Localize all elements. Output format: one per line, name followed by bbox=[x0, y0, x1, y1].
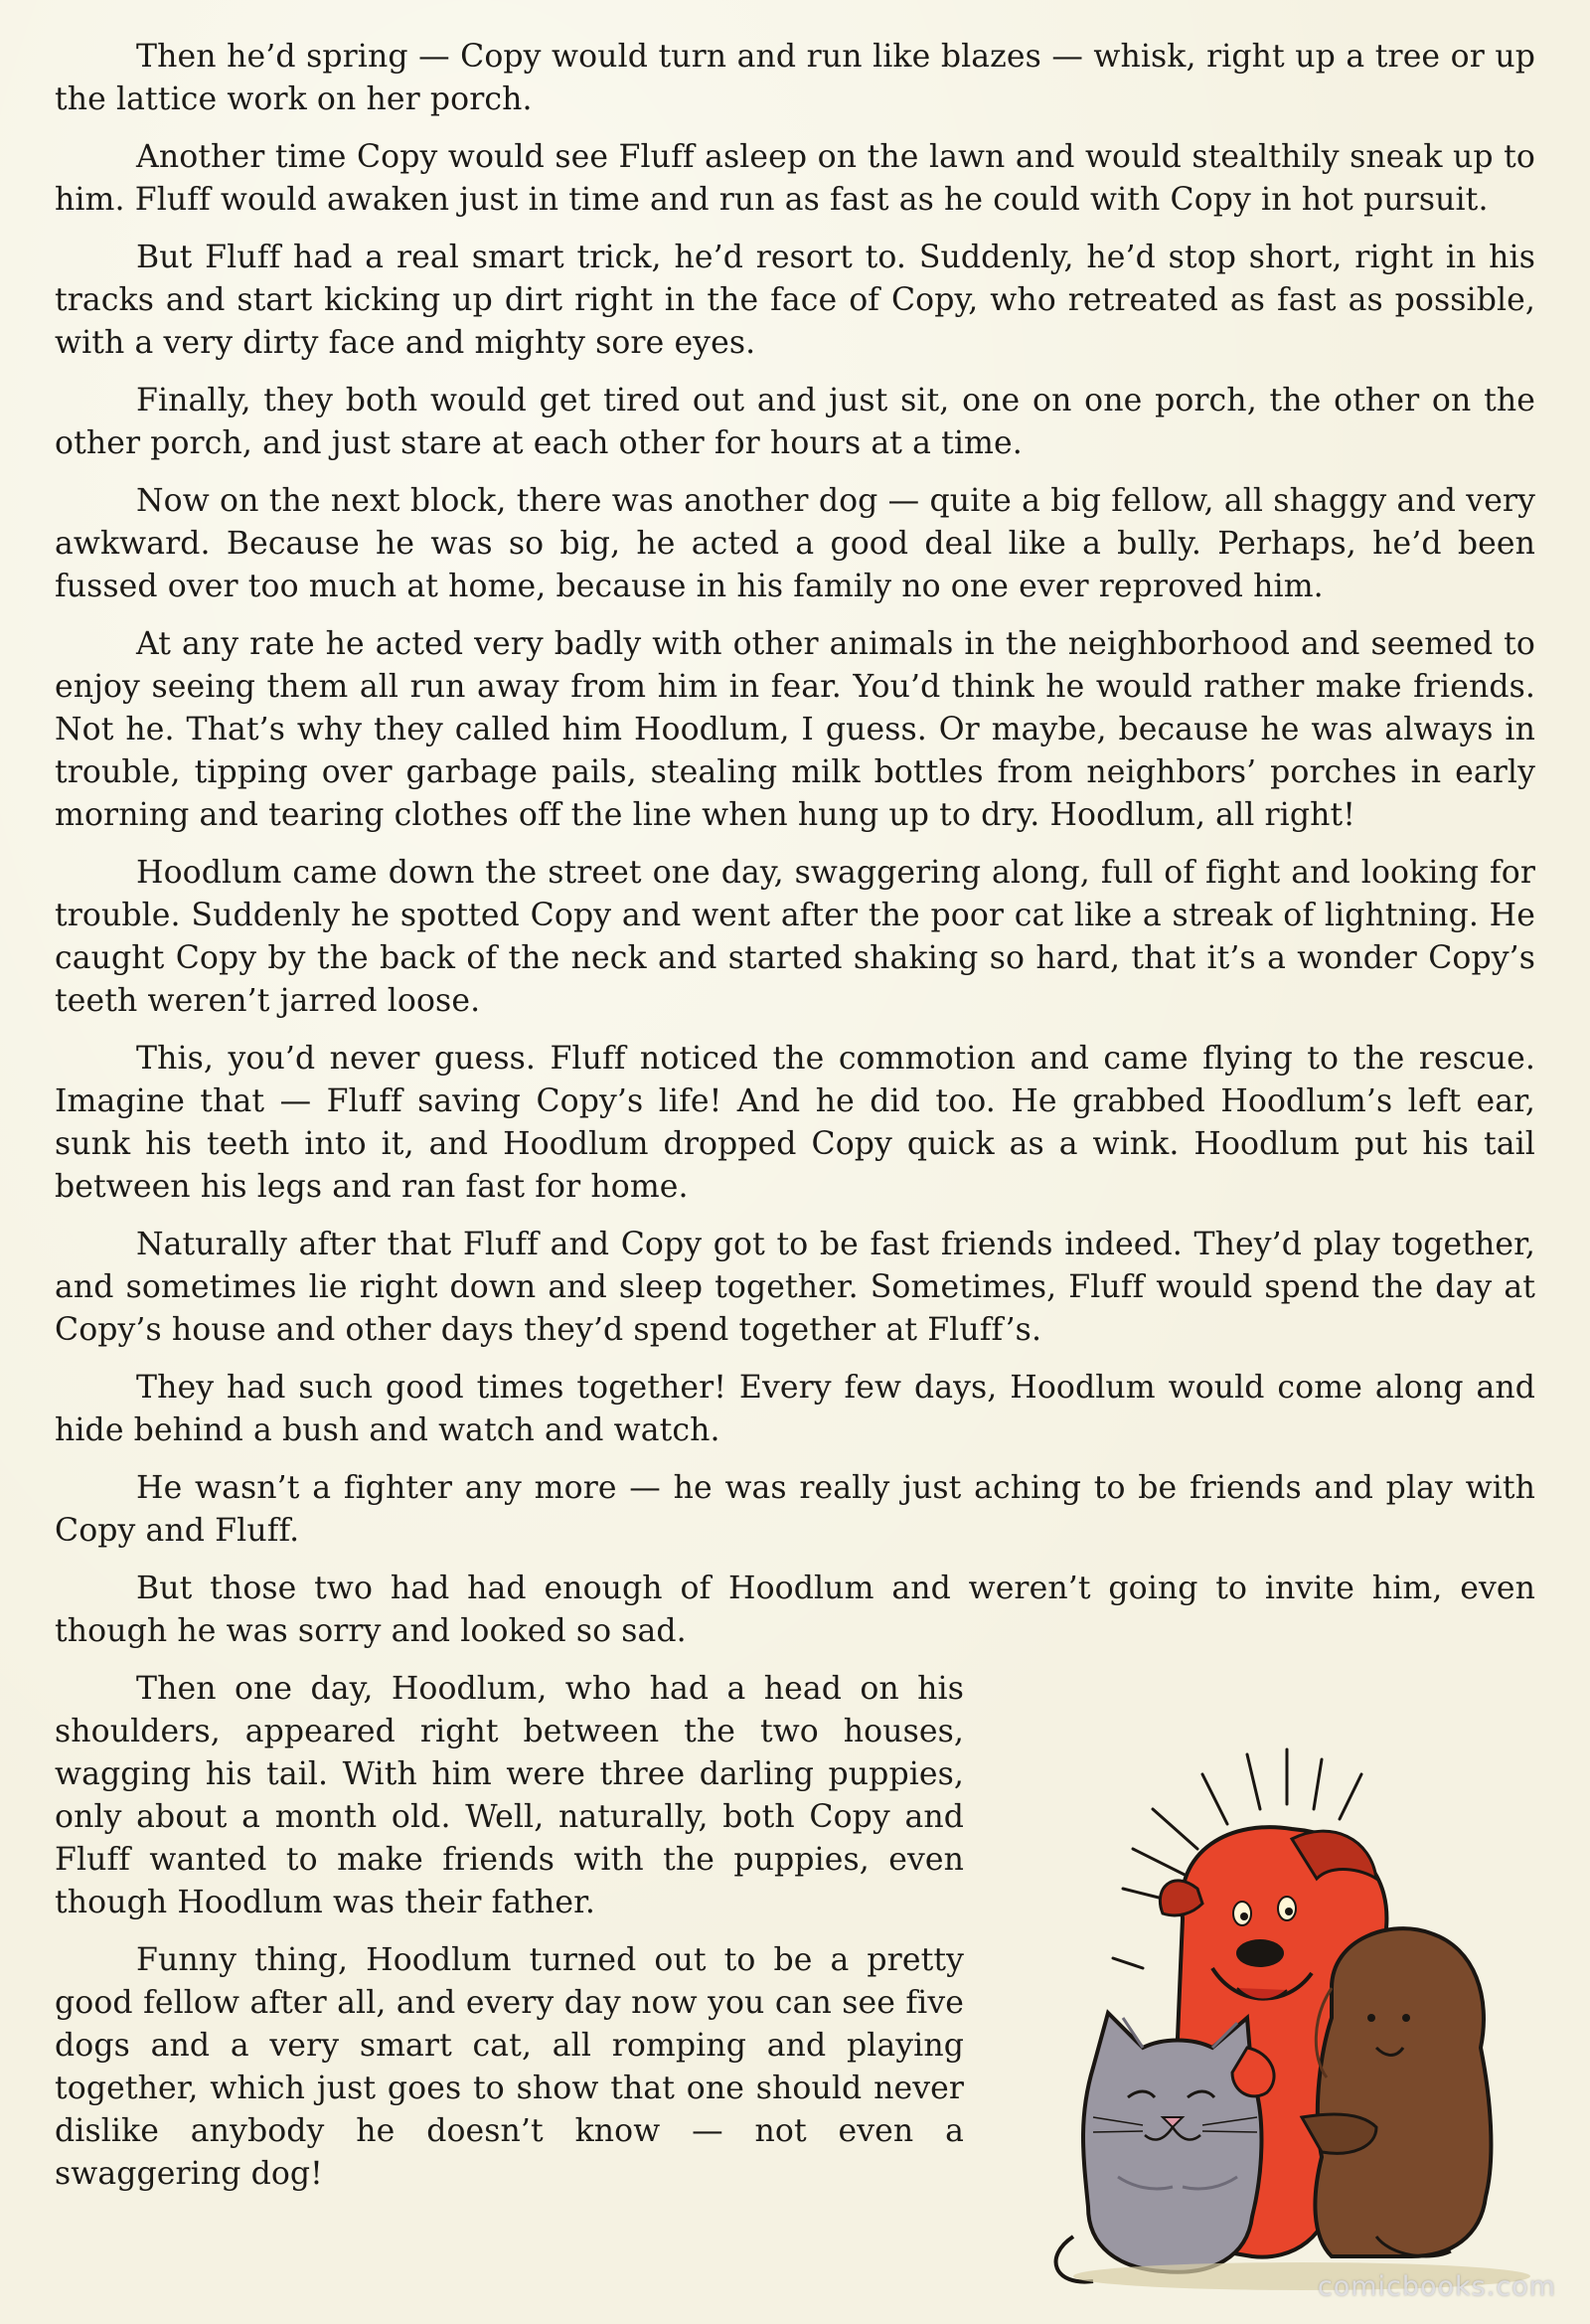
story-paragraph-7: Hoodlum came down the street one day, swaggering along, full of fight and looking for trouble. Suddenly he spotted Copy and went after the poor cat like a streak of lightning. He caught Copy by the back of the neck and started shaking so hard, that it’s a wonder Copy’s teeth weren’t jarred loose. bbox=[55, 855, 1535, 1019]
story-paragraph-1: Then he’d spring — Copy would turn and run like blazes — whisk, right up a tree or up the lattice work on her porch. bbox=[55, 39, 1535, 117]
story-paragraph-4: Finally, they both would get tired out and just sit, one on one porch, the other on the other porch, and just stare at each other for hours at a time. bbox=[55, 383, 1535, 461]
watermark-text: comicbooks.com bbox=[1317, 2271, 1556, 2302]
story-paragraph-2: Another time Copy would see Fluff asleep on the lawn and would stealthily sneak up to him. Fluff would awaken just in time and run as fast as he could with Copy in hot pursuit. bbox=[55, 139, 1535, 218]
dog-cat-illustration bbox=[1034, 1720, 1575, 2296]
gray-cat-illustration bbox=[1056, 2013, 1262, 2282]
story-paragraph-3: But Fluff had a real smart trick, he’d resort to. Suddenly, he’d stop short, right in his tracks and start kicking up dirt right in the face of Copy, who retreated as fast as possible, with a very dirty face and mighty sore eyes. bbox=[55, 240, 1535, 361]
story-paragraph-13: Then one day, Hoodlum, who had a head on his shoulders, appeared right between the two houses, wagging his tail. With him were three darling puppies, only about a month old. Well, naturally, both Copy and Fluff wanted to make friends with the puppies, even though Hoodlum was their father. bbox=[55, 1671, 964, 1920]
story-paragraph-12: But those two had had enough of Hoodlum and weren’t going to invite him, even though he was sorry and looked so sad. bbox=[55, 1571, 1535, 1649]
story-paragraph-11: He wasn’t a fighter any more — he was really just aching to be friends and play with Copy and Fluff. bbox=[55, 1470, 1535, 1549]
story-paragraph-8: This, you’d never guess. Fluff noticed the commotion and came flying to the rescue. Imagine that — Fluff saving Copy’s life! And he did too. He grabbed Hoodlum’s left ear, sunk his teeth into it, and Hoodlum dropped Copy quick as a wink. Hoodlum put his tail between his legs and ran fast for home. bbox=[55, 1041, 1535, 1205]
story-paragraph-14: Funny thing, Hoodlum turned out to be a pretty good fellow after all, and every day now you can see five dogs and a very smart cat, all romping and playing together, which just goes to show that one should never dislike anybody he doesn’t know — not even a swaggering dog! bbox=[55, 1942, 964, 2192]
story-paragraph-6: At any rate he acted very badly with other animals in the neighborhood and seemed to enjoy seeing them all run away from him in fear. You’d think he would rather make friends. Not he. That’s why they called him Hoodlum, I guess. Or maybe, because he was always in trouble, tipping over garbage pails, stealing milk bottles from neighbors’ porches in early morning and tearing clothes off the line when hung up to dry. Hoodlum, all right! bbox=[55, 626, 1535, 833]
illustration-svg bbox=[1034, 1720, 1575, 2296]
story-paragraph-9: Naturally after that Fluff and Copy got to be fast friends indeed. They’d play together, and sometimes lie right down and sleep together. Sometimes, Fluff would spend the day at Copy’s house and other days they’d spend together at Fluff’s. bbox=[55, 1227, 1535, 1348]
story-paragraph-5: Now on the next block, there was another dog — quite a big fellow, all shaggy and very awkward. Because he was so big, he acted a good deal like a bully. Perhaps, he’d been fussed over too much at home, because in his family no one ever reproved him. bbox=[55, 483, 1535, 604]
story-paragraph-10: They had such good times together! Every few days, Hoodlum would come along and hide behind a bush and watch and watch. bbox=[55, 1370, 1535, 1448]
